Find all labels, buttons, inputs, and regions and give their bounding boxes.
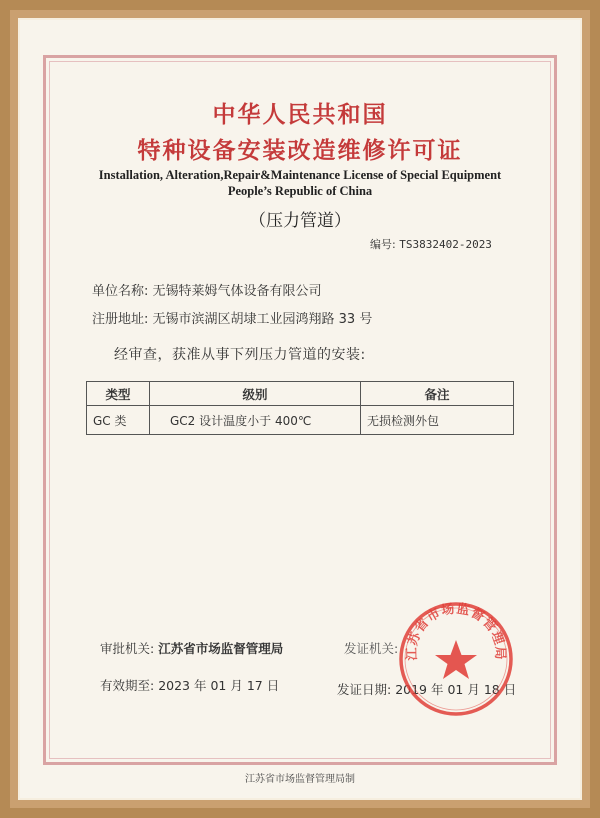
valid-until-value: 2023 年 01 月 17 日 [158,678,280,693]
title-english-line2: People’s Republic of China [227,184,373,198]
valid-until-label: 有效期至: [100,678,155,693]
title-english-line1: Installation, Alteration,Repair&Maintenance License of Special Equipment [98,168,502,182]
cell-remark: 无损检测外包 [361,406,514,435]
official-seal-icon [397,600,515,718]
cell-type: GC 类 [87,406,150,435]
issue-date-label: 发证日期: [337,682,392,697]
subtitle-category: （压力管道） [249,211,351,231]
header-remark: 备注 [361,382,514,406]
approval-authority [100,639,283,657]
issue-date-value: 2019 年 01 月 18 日 [395,682,517,697]
title-license: 特种设备安装改造维修许可证 [137,138,463,164]
approval-authority-label: 审批机关: [100,641,155,656]
unit-name-value: 无锡特莱姆气体设备有限公司 [152,284,322,299]
certificate-number-label: 编号: [370,238,396,251]
header-grade: 级别 [150,382,361,406]
cell-grade: GC2 设计温度小于 400℃ [150,406,361,435]
scope-table [86,381,514,435]
footer-issuer: 江苏省市场监督管理局制 [245,774,355,785]
header-type: 类型 [87,382,150,406]
certificate-number [370,236,492,252]
issuing-authority-label: 发证机关: [344,641,399,656]
address-label: 注册地址: [92,312,149,327]
approval-intro: 经审查，获准从事下列压力管道的安装: [114,347,366,363]
certificate-number-value: TS3832402-2023 [399,238,492,251]
table-header-row [87,382,514,406]
seal-text: 江苏省市场监督管理局 [404,601,508,661]
title-country: 中华人民共和国 [212,102,388,128]
valid-until [100,676,279,694]
unit-name-label: 单位名称: [92,284,149,299]
table-row [87,406,514,435]
approval-authority-value: 江苏省市场监督管理局 [158,641,284,656]
address-value: 无锡市滨湖区胡埭工业园鸿翔路 33 号 [152,312,373,327]
address-row [92,308,372,327]
unit-name-row [92,280,322,299]
